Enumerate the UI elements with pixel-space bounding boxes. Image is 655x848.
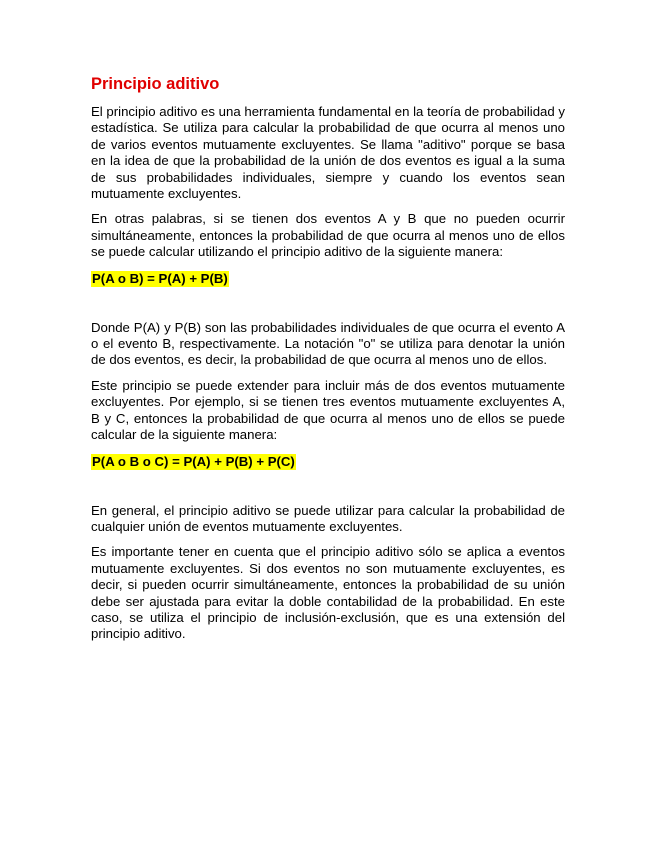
paragraph-extension: Este principio se puede extender para incluir más de dos eventos mutuamente excluyentes. Por ejemplo, si se tienen tres eventos mutuamente excluyentes A, B y C, entonces la probabilidad de que ocurra al menos uno de ellos se puede calcular de la siguiente manera: <box>91 377 565 443</box>
formula-two-events: P(A o B) = P(A) + P(B) <box>92 270 228 286</box>
formula-three-events: P(A o B o C) = P(A) + P(B) + P(C) <box>92 453 295 469</box>
formula-three-events-block <box>91 453 565 470</box>
paragraph-explanation: Donde P(A) y P(B) son las probabilidades individuales de que ocurra el evento A o el evento B, respectivamente. La notación "o" se utiliza para denotar la unión de dos eventos, es decir, la probabilidad de que ocurra al menos uno de ellos. <box>91 319 565 368</box>
paragraph-intro: El principio aditivo es una herramienta fundamental en la teoría de probabilidad y estadística. Se utiliza para calcular la probabilidad de que ocurra al menos uno de varios eventos mutuamente excluyentes. Se llama "aditivo" porque se basa en la idea de que la probabilidad de la unión de dos eventos es igual a la suma de sus probabilidades individuales, siempre y cuando los eventos sean mutuamente excluyentes. <box>91 104 565 202</box>
page-title: Principio aditivo <box>91 75 220 93</box>
paragraph-general: En general, el principio aditivo se puede utilizar para calcular la probabilidad de cualquier unión de eventos mutuamente excluyentes. <box>91 502 565 534</box>
document-page <box>91 73 565 652</box>
paragraph-two-events: En otras palabras, si se tienen dos eventos A y B que no pueden ocurrir simultáneamente, entonces la probabilidad de que ocurra al menos uno de ellos se puede calcular utilizando el principio aditivo de la siguiente manera: <box>91 211 565 260</box>
formula-two-events-block <box>91 270 565 287</box>
paragraph-note: Es importante tener en cuenta que el principio aditivo sólo se aplica a eventos mutuamente excluyentes. Si dos eventos no son mutuamente excluyentes, es decir, si pueden ocurrir simultáneamente, entonces la probabilidad de su unión debe ser ajustada para evitar la doble contabilidad de la probabilidad. En este caso, se utiliza el principio de inclusión-exclusión, que es una extensión del principio aditivo. <box>91 544 565 642</box>
